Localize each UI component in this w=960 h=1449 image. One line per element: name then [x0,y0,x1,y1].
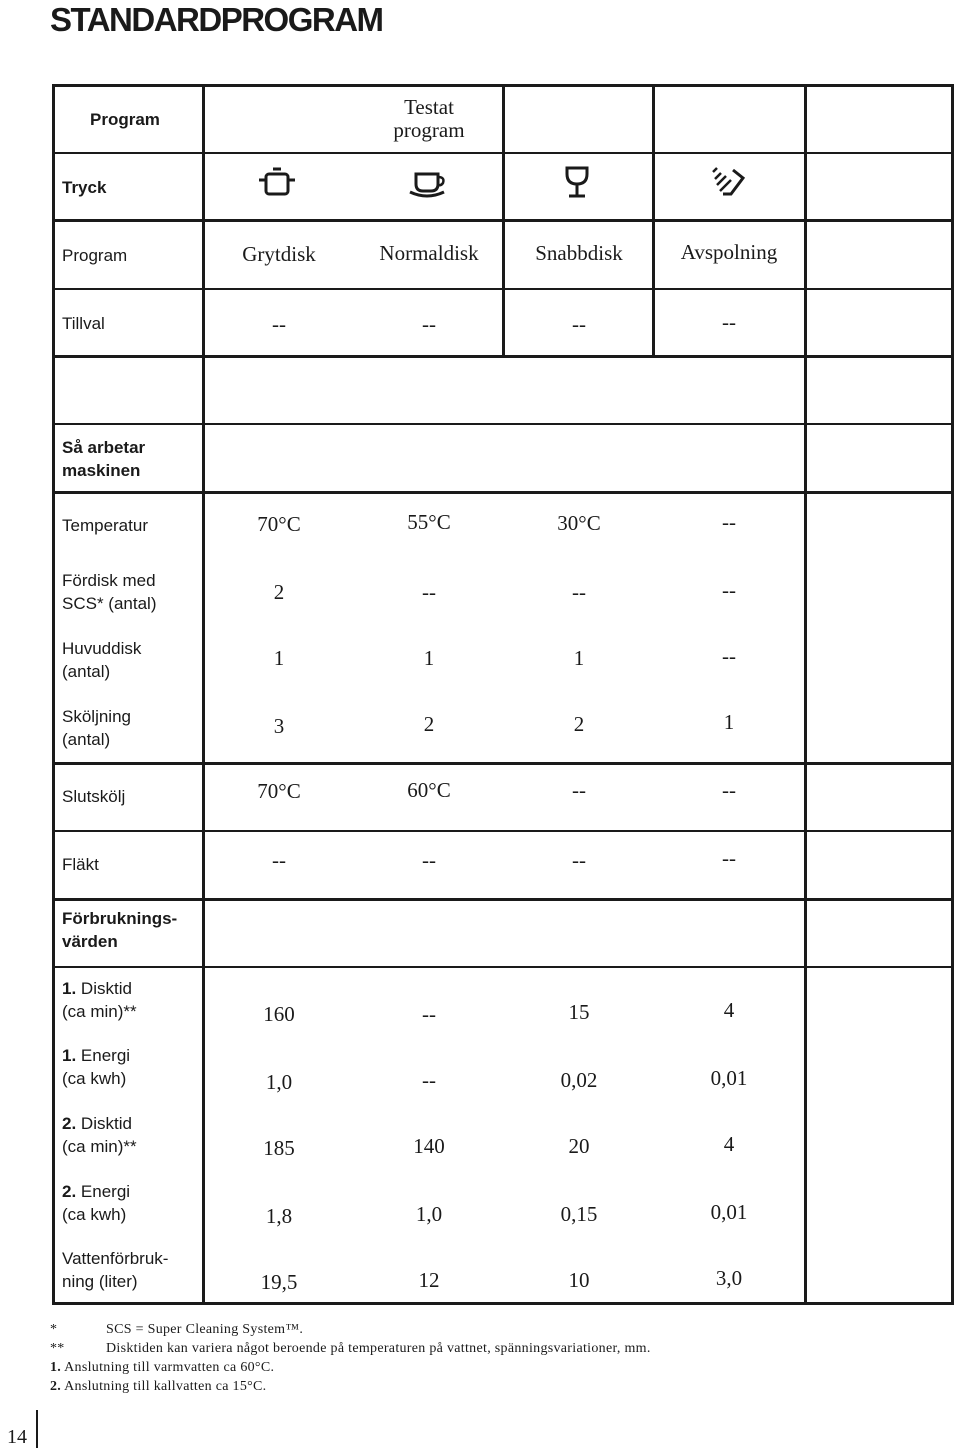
cell-value: -- [572,580,586,604]
cell-value: 19,5 [260,1270,298,1294]
cell-value: 30°C [557,511,601,535]
cell-value: 0,02 [560,1068,598,1092]
label-text: Energi [76,1046,131,1065]
footnote-hot-water [50,1359,274,1377]
row-label-energi-1 [62,1044,130,1090]
footnote-mark: 2. [50,1379,62,1394]
label-line2: SCS* (antal) [62,594,157,613]
page-number: 14 [7,1426,27,1448]
section-line1: Förbruknings- [62,909,178,928]
cell-value: 3,0 [715,1266,743,1290]
tested-program-label [354,96,504,142]
cell-value: 4 [723,1132,735,1156]
section-line2: maskinen [62,461,141,480]
footnote-cold-water [50,1378,267,1396]
label-line1: Huvuddisk [62,639,142,658]
label-line1: Vattenförbruk- [62,1249,169,1268]
table-border-bottom [52,1302,954,1305]
section-line1: Så arbetar [62,438,146,457]
cell-value: 185 [263,1136,295,1160]
program-grytdisk: Grytdisk [242,242,316,266]
cell-value: -- [722,778,736,802]
column-divider [202,84,205,1305]
row-divider [52,491,954,494]
program-header-label: Program [90,110,160,129]
row-label-flakt: Fläkt [62,855,99,874]
row-label-skoljning [62,705,131,751]
label-line2: (ca kwh) [62,1205,127,1224]
footnote-number: 2. [62,1114,77,1133]
cell-value: -- [722,846,736,870]
cell-value: -- [722,644,736,668]
cell-value: -- [722,510,736,534]
section-how-machine-works [62,436,145,482]
press-label: Tryck [62,178,107,197]
label-line1 [62,1180,130,1203]
label-line2: (antal) [62,662,111,681]
cell-value: -- [572,778,586,802]
label-line2: (antal) [62,730,111,749]
section-consumption-values [62,907,177,953]
cell-value: -- [272,312,286,336]
cell-value: -- [572,848,586,872]
cell-value: 0,01 [710,1200,748,1224]
table-border-right [951,84,954,1305]
cell-value: 20 [568,1134,590,1158]
cell-value: 10 [568,1268,590,1292]
row-label-slutskolj: Slutskölj [62,787,126,806]
cell-value: 1,8 [265,1204,293,1228]
cell-value: 1,0 [415,1202,443,1226]
cell-value: 70°C [257,512,301,536]
cell-value: 3 [273,714,285,738]
label-line1 [62,1112,137,1135]
row-label-disktid-2 [62,1112,137,1158]
cell-value: 2 [573,712,585,736]
cell-value: -- [422,312,436,336]
cell-value: 160 [263,1002,295,1026]
label-line2: (ca min)** [62,1137,137,1156]
footnote-disktid [50,1340,651,1358]
cell-value: -- [422,848,436,872]
cell-value: -- [272,848,286,872]
cell-value: 1,0 [265,1070,293,1094]
program-snabbdisk: Snabbdisk [535,241,623,265]
footnote-mark: 1. [50,1360,62,1375]
cell-value: 12 [418,1268,440,1292]
footnote-mark: * [50,1322,58,1337]
cell-value: -- [722,310,736,334]
page-margin-line [36,1410,38,1448]
label-line1: Sköljning [62,707,131,726]
row-label-energi-2 [62,1180,130,1226]
row-label-fordisk [62,569,156,615]
label-line1 [62,977,137,1000]
footnote-number: 2. [62,1182,77,1201]
program-normaldisk: Normaldisk [379,241,479,265]
row-label-program: Program [62,246,128,265]
row-divider [52,898,954,901]
row-label-disktid-1 [62,977,137,1023]
cell-value: 55°C [407,510,451,534]
label-text: Disktid [76,1114,132,1133]
row-label-vattenforbrukning [62,1247,168,1293]
cell-value: -- [422,580,436,604]
program-avspolning: Avspolning [680,240,778,264]
section-line2: värden [62,932,118,951]
cell-value: -- [722,578,736,602]
footnote-number: 1. [62,979,77,998]
label-line2: (ca kwh) [62,1069,127,1088]
cell-value: -- [422,1002,436,1026]
cup-icon [407,164,447,204]
footnote-text: SCS = Super Cleaning System™. [106,1322,304,1337]
row-label-huvuddisk [62,637,141,683]
table-border-left [52,84,55,1305]
rinse-spray-icon [707,164,747,204]
cell-value: 1 [723,710,735,734]
cell-value: 2 [423,712,435,736]
cell-value: 2 [273,580,285,604]
cell-value: 1 [423,646,435,670]
cell-value: 4 [723,998,735,1022]
label-line1: Fördisk med [62,571,156,590]
row-label-tillval: Tillval [62,314,105,333]
row-divider [52,423,954,425]
row-divider [52,762,954,765]
glass-icon [557,164,597,204]
footnote-text: Disktiden kan variera något beroende på temperaturen på vattnet, spänningsvariationer, mm. [106,1341,651,1356]
cell-value: 15 [568,1000,590,1024]
cell-value: 1 [273,646,285,670]
column-divider [804,84,807,1305]
footnote-mark: ** [50,1341,65,1356]
page-title: STANDARDPROGRAM [50,1,383,38]
row-label-temperatur: Temperatur [62,516,148,535]
label-line2: (ca min)** [62,1002,137,1021]
tested-program-line2: program [393,118,465,142]
pot-icon [257,164,297,204]
cell-value: 60°C [407,778,451,802]
cell-value: 1 [573,646,585,670]
footnote-scs [50,1321,303,1339]
footnote-number: 1. [62,1046,77,1065]
label-line2: ning (liter) [62,1272,138,1291]
cell-value: -- [572,312,586,336]
cell-value: 140 [413,1134,445,1158]
row-divider [52,966,954,968]
cell-value: 0,01 [710,1066,748,1090]
cell-value: -- [422,1068,436,1092]
footnote-text: Anslutning till varmvatten ca 60°C. [61,1360,275,1375]
label-text: Disktid [76,979,132,998]
footnote-text: Anslutning till kallvatten ca 15°C. [61,1379,267,1394]
row-divider [52,830,954,832]
label-line1 [62,1044,130,1067]
cell-value: 0,15 [560,1202,598,1226]
tested-program-line1: Testat [404,95,454,119]
cell-value: 70°C [257,779,301,803]
label-text: Energi [76,1182,131,1201]
